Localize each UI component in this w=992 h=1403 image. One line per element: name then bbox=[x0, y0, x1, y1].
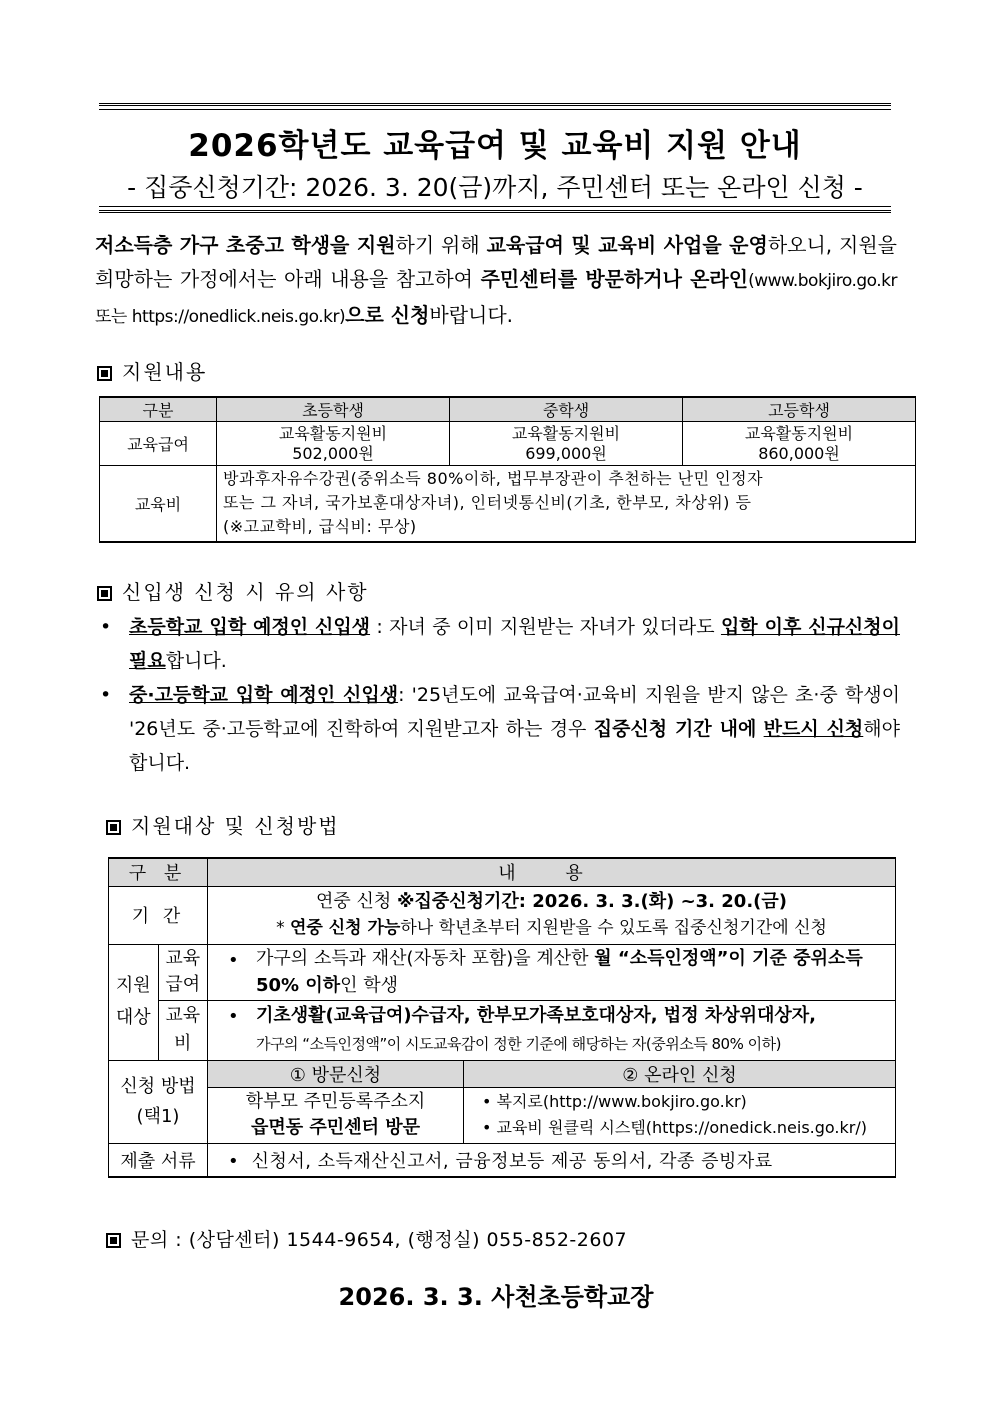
online-content bbox=[464, 1087, 896, 1143]
visit-line: 학부모 주민등록주소지 bbox=[245, 1091, 426, 1112]
cell-middle bbox=[450, 422, 683, 466]
contact bbox=[106, 1225, 627, 1252]
page-subtitle: - 집중신청기간: 2026. 3. 20(금)까지, 주민센터 또는 온라인 신청 - bbox=[127, 173, 863, 202]
th-high: 고등학생 bbox=[683, 397, 916, 422]
th-elementary: 초등학생 bbox=[217, 397, 450, 422]
cell-edu-cost bbox=[217, 466, 916, 542]
cell-name: 교육활동지원비 bbox=[511, 423, 621, 443]
intro-bold-3: 주민센터를 방문하거나 온라인 bbox=[480, 267, 749, 291]
visit-header: ① 방문신청 bbox=[208, 1060, 464, 1087]
bullet-underline: 초등학교 입학 예정인 신입생 bbox=[129, 616, 371, 638]
period-label: 기 간 bbox=[109, 886, 208, 944]
section-heading-target bbox=[106, 810, 340, 839]
sub-text-plain: 가구의 “소득인정액”이 시도교육감이 정한 기준에 해당하는 자(중위소득 80% 이하) bbox=[256, 1035, 781, 1053]
sub-text-plain: 인 학생 bbox=[340, 975, 399, 996]
bullet-dot: • bbox=[228, 1150, 252, 1172]
intro-bold-1: 저소득층 가구 초중고 학생을 지원 bbox=[95, 233, 396, 257]
sub-text bbox=[256, 945, 889, 999]
cell-name: 교육활동지원비 bbox=[278, 423, 388, 443]
target-label: 지원 대상 bbox=[109, 944, 159, 1060]
cell-high bbox=[683, 422, 916, 466]
row-label-edu-benefit: 교육급여 bbox=[100, 422, 217, 466]
intro-text-1: 하기 위해 bbox=[395, 233, 487, 257]
period-line-1 bbox=[214, 889, 889, 915]
section-heading-text: 신입생 신청 시 유의 사항 bbox=[122, 580, 369, 604]
bullet-text: : 자녀 중 이미 지원받는 자녀가 있더라도 bbox=[370, 616, 721, 638]
intro-bold-2: 교육급여 및 교육비 사업을 운영 bbox=[486, 233, 768, 257]
sub-text-bold: 기초생활(교육급여)수급자, 한부모가족보호대상자, 법정 차상위대상자, bbox=[256, 1005, 817, 1026]
method-label: 신청 방법 (택1) bbox=[109, 1060, 208, 1143]
footer-signature: 2026. 3. 3. 사천초등학교장 bbox=[338, 1283, 654, 1311]
intro-text-2: 하오니, 지원을 희망하는 가정에서는 아래 내용을 참고하여 bbox=[95, 233, 897, 291]
th-category: 구분 bbox=[100, 397, 217, 422]
th-middle: 중학생 bbox=[450, 397, 683, 422]
docs-label: 제출 서류 bbox=[109, 1143, 208, 1177]
title-box bbox=[99, 103, 891, 213]
filled-square-icon bbox=[97, 586, 112, 601]
sub-label-edu-benefit: 교육 급여 bbox=[158, 944, 208, 1000]
bullet-text: 합니다. bbox=[165, 650, 227, 672]
visit-content bbox=[208, 1087, 464, 1143]
bullet-elementary-text bbox=[129, 610, 900, 678]
bullet-text: : '25년도에 교육급여·교육비 지원을 받지 않은 초·중 학생이 '26년도 중·고등학교에 진학하여 지원받고자 하는 경우 bbox=[129, 684, 900, 740]
period-bold: 연중 신청 가능 bbox=[289, 918, 401, 938]
bullet-middle-high-text bbox=[129, 678, 900, 780]
edu-cost-line: 또는 그 자녀, 국가보훈대상자녀), 인터넷통신비(기초, 한부모, 차상위) 등 bbox=[223, 493, 752, 513]
sub-text-bold: 월 “소득인정액”이 기준 중위소득 50% 이하 bbox=[256, 948, 863, 996]
bullet-dot: • bbox=[100, 616, 112, 638]
bullet-dot: • bbox=[228, 949, 239, 971]
docs-content bbox=[208, 1143, 896, 1177]
period-text: 하나 학년초부터 지원받을 수 있도록 집중신청기간에 신청 bbox=[400, 918, 827, 938]
bullet-dot: • bbox=[228, 1005, 239, 1027]
edu-cost-line: 방과후자유수강권(중위소득 80%이하, 법무부장관이 추천하는 난민 인정자 bbox=[223, 469, 764, 489]
intro-urls: (www.bokjiro.go.kr 또는 https://onedlick.neis.go.kr) bbox=[95, 271, 897, 327]
period-bold: ※집중신청기간: 2026. 3. 3.(화) ~3. 20.(금) bbox=[396, 891, 788, 912]
section-heading-text: 지원내용 bbox=[122, 360, 208, 384]
period-text: * bbox=[276, 918, 290, 938]
sub-content-edu-cost bbox=[208, 1000, 896, 1060]
sub-text-plain: 가구의 소득과 재산(자동차 포함)을 계산한 bbox=[256, 948, 595, 969]
bullet-elementary bbox=[100, 610, 900, 678]
cell-elementary bbox=[217, 422, 450, 466]
visit-line: 읍면동 주민센터 방문 bbox=[250, 1117, 421, 1138]
bullet-bold: 집중신청 기간 내에 bbox=[593, 718, 757, 740]
intro-text-3: 바랍니다. bbox=[429, 303, 514, 327]
period-text: 연중 신청 bbox=[315, 891, 397, 912]
bullet-text: 해야 합니다. bbox=[129, 718, 900, 774]
filled-square-icon bbox=[106, 820, 121, 835]
contact-text: 문의 : (상담센터) 1544-9654, (행정실) 055-852-2607 bbox=[131, 1229, 628, 1251]
cell-amount: 860,000원 bbox=[758, 443, 840, 463]
target-method-table bbox=[108, 857, 896, 1178]
bullet-underline: 입학 이후 신규신청이 필요 bbox=[129, 616, 900, 672]
cell-amount: 502,000원 bbox=[292, 443, 374, 463]
sub-text bbox=[256, 1002, 889, 1058]
section-heading-freshmen bbox=[97, 576, 369, 605]
sub-label-edu-cost: 교육 비 bbox=[158, 1000, 208, 1060]
online-line: • 복지로(http://www.bokjiro.go.kr) bbox=[482, 1092, 747, 1111]
bullet-middle-high bbox=[100, 678, 900, 780]
row-label-edu-cost: 교육비 bbox=[100, 466, 217, 542]
sub-content-edu-benefit bbox=[208, 944, 896, 1000]
section-heading-support bbox=[97, 356, 207, 385]
cell-amount: 699,000원 bbox=[525, 443, 607, 463]
bullet-dot: • bbox=[100, 684, 112, 706]
filled-square-icon bbox=[106, 1233, 121, 1248]
bullet-underline: 반드시 신청 bbox=[763, 718, 864, 740]
intro-paragraph bbox=[95, 228, 897, 334]
edu-cost-line: (※고교학비, 급식비: 무상) bbox=[223, 517, 417, 537]
th-category: 구 분 bbox=[109, 858, 208, 886]
intro-bold-4: 으로 신청 bbox=[345, 303, 430, 327]
page-title: 2026학년도 교육급여 및 교육비 지원 안내 bbox=[188, 128, 802, 164]
th-content: 내 용 bbox=[208, 858, 896, 886]
period-content bbox=[208, 886, 896, 944]
period-line-2 bbox=[214, 915, 889, 941]
filled-square-icon bbox=[97, 366, 112, 381]
bullet-underline: 중·고등학교 입학 예정인 신입생 bbox=[129, 684, 399, 706]
cell-name: 교육활동지원비 bbox=[744, 423, 854, 443]
online-header: ② 온라인 신청 bbox=[464, 1060, 896, 1087]
support-content-table bbox=[99, 396, 916, 543]
docs-text: 신청서, 소득재산신고서, 금융정보등 제공 동의서, 각종 증빙자료 bbox=[251, 1150, 773, 1172]
section-heading-text: 지원대상 및 신청방법 bbox=[131, 814, 340, 838]
online-line: • 교육비 원클릭 시스템(https://onedick.neis.go.kr/) bbox=[482, 1118, 867, 1137]
